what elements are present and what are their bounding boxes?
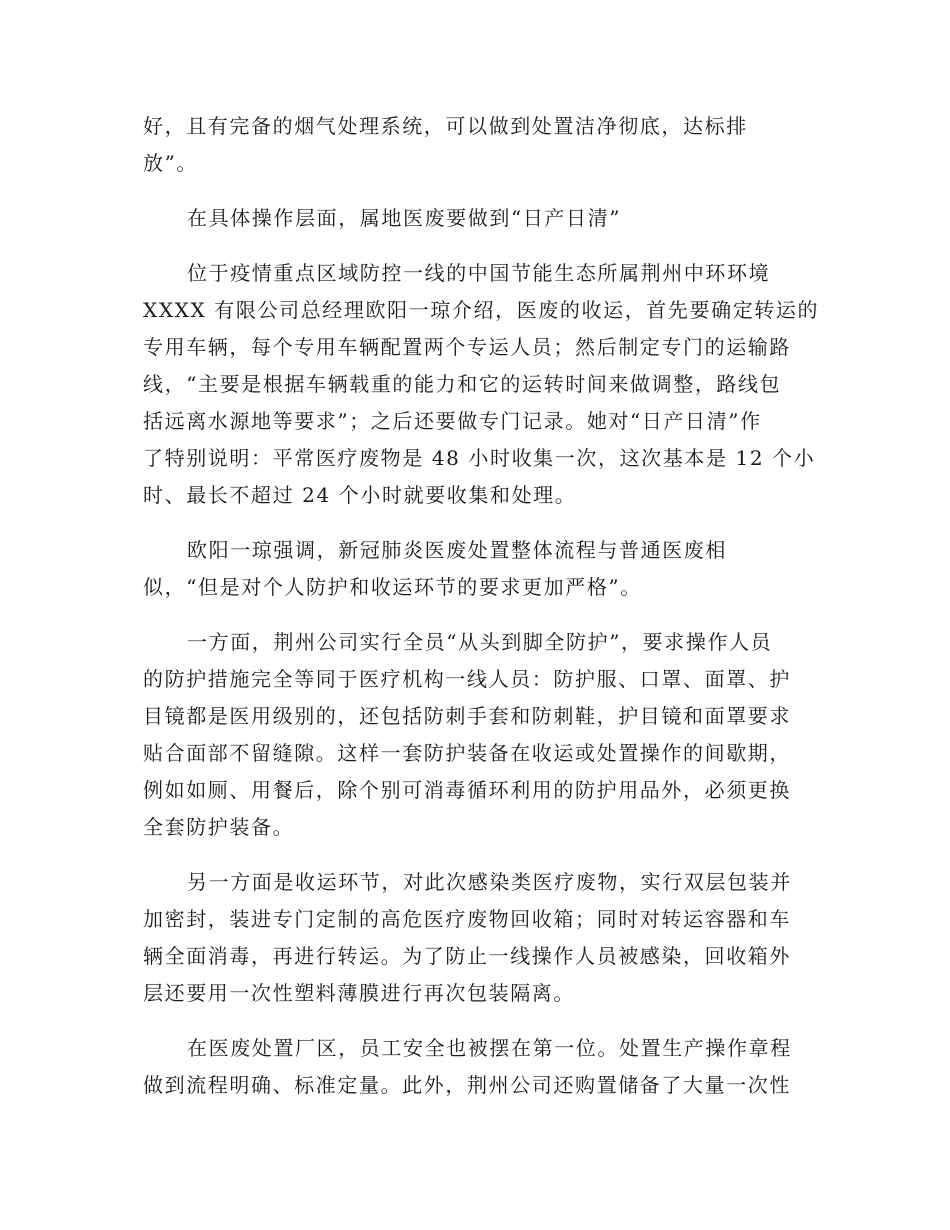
text-line: 另一方面是收运环节，对此次感染类医疗废物，实行双层包装并 xyxy=(187,870,792,894)
paragraph-7 xyxy=(143,1030,808,1104)
text-line: 全套防护装备。 xyxy=(143,815,295,839)
text-line: 放”。 xyxy=(143,151,199,175)
text-line: 专用车辆，每个专用车辆配置两个专运人员；然后制定专门的运输路 xyxy=(143,335,791,359)
text-line: 目镜都是医用级别的，还包括防刺手套和防刺鞋，护目镜和面罩要求 xyxy=(143,704,791,728)
text-line: 括远离水源地等要求”；之后还要做专门记录。她对“日产日清”作 xyxy=(143,409,762,433)
text-line: 时、最长不超过 24 个小时就要收集和处理。 xyxy=(143,483,577,507)
text-line: 的防护措施完全等同于医疗机构一线人员：防护服、口罩、面罩、护 xyxy=(143,667,791,691)
paragraph-6 xyxy=(143,864,808,1012)
text-line: XXXX 有限公司总经理欧阳一琼介绍，医废的收运，首先要确定转运的 xyxy=(143,298,820,322)
paragraph-3 xyxy=(143,255,820,514)
text-line: 线，“主要是根据车辆载重的能力和它的运转时间来做调整，路线包 xyxy=(143,372,782,396)
text-line: 一方面，荆州公司实行全员“从头到脚全防护”，要求操作人员 xyxy=(187,630,773,654)
paragraph-4 xyxy=(143,532,808,606)
text-line: 似，“但是对个人防护和收运环节的要求更加严格”。 xyxy=(143,575,642,599)
text-line: 欧阳一琼强调，新冠肺炎医废处置整体流程与普通医废相 xyxy=(187,538,727,562)
text-line: 位于疫情重点区域防控一线的中国节能生态所属荆州中环环境 xyxy=(187,261,771,285)
paragraph-5 xyxy=(143,624,808,846)
paragraph-2 xyxy=(143,200,808,237)
text-line: 好，且有完备的烟气处理系统，可以做到处置洁净彻底，达标排 xyxy=(143,114,748,138)
text-line: 在具体操作层面，属地医废要做到“日产日清” xyxy=(187,206,622,230)
text-line: 了特别说明：平常医疗废物是 48 小时收集一次，这次基本是 12 个小 xyxy=(143,446,816,470)
text-line: 贴合面部不留缝隙。这样一套防护装备在收运或处置操作的间歇期， xyxy=(143,741,791,765)
document-body xyxy=(143,108,820,1122)
paragraph-1 xyxy=(143,108,808,182)
text-line: 做到流程明确、标准定量。此外，荆州公司还购置储备了大量一次性 xyxy=(143,1073,791,1097)
text-line: 在医废处置厂区，员工安全也被摆在第一位。处置生产操作章程 xyxy=(187,1036,792,1060)
text-line: 加密封，装进专门定制的高危医疗废物回收箱；同时对转运容器和车 xyxy=(143,907,791,931)
text-line: 例如如厕、用餐后，除个别可消毒循环利用的防护用品外，必须更换 xyxy=(143,778,791,802)
text-line: 层还要用一次性塑料薄膜进行再次包装隔离。 xyxy=(143,981,575,1005)
text-line: 辆全面消毒，再进行转运。为了防止一线操作人员被感染，回收箱外 xyxy=(143,944,791,968)
